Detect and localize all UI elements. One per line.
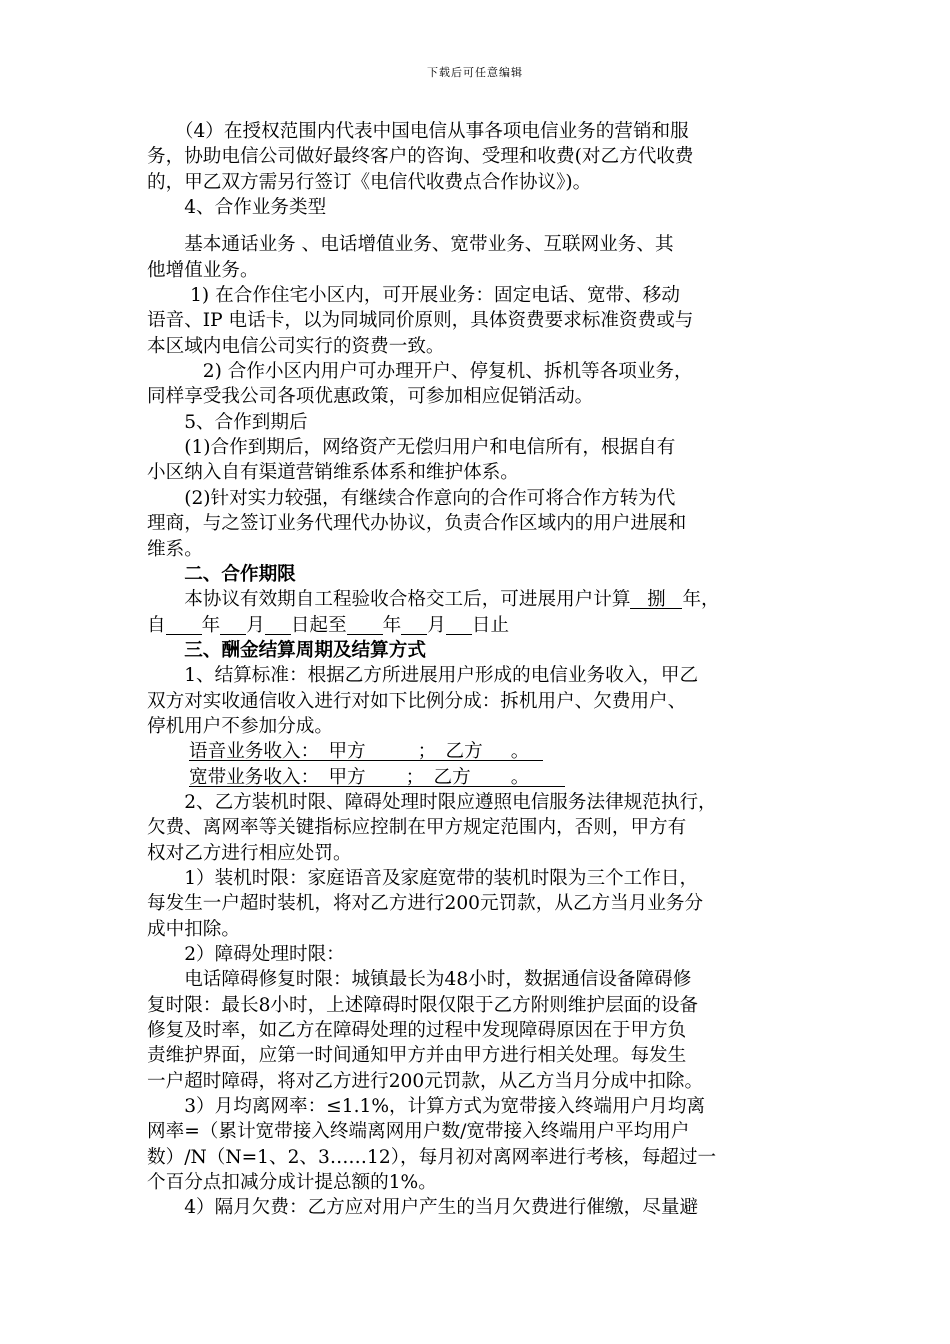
- text-line: 本区域内电信公司实行的资费一致。: [147, 335, 445, 357]
- text-line: 停机用户不参加分成。: [147, 715, 333, 737]
- dates-year: 年: [201, 614, 221, 636]
- dates-day-from: 日起至: [290, 614, 347, 636]
- text-line: 1、结算标准：根据乙方所进展用户形成的电信业务收入，甲乙: [147, 665, 699, 687]
- text-line: 欠费、离网率等关键指标应控制在甲方规定范围内，否则，甲方有: [147, 817, 687, 839]
- text-line: 一户超时障碍，将对乙方进行200元罚款，从乙方当月分成中扣除。: [147, 1070, 704, 1092]
- section-heading-bold: 三、酬金结算周期及结算方式: [147, 639, 426, 661]
- broadband-end: 。: [510, 766, 530, 788]
- text-line: (1)合作到期后，网络资产无偿归用户和电信所有，根据自有: [147, 437, 676, 459]
- voice-label: 语音业务收入： 甲方: [189, 741, 366, 763]
- section-heading: 5、合作到期后: [147, 411, 308, 433]
- text-line: 2、乙方装机时限、障碍处理时限应遵照电信服务法律规范执行，: [147, 791, 717, 813]
- text-line: 4）隔月欠费：乙方应对用户产生的当月欠费进行催缴，尽量避: [147, 1197, 699, 1219]
- blank: [401, 613, 427, 635]
- text-line: 每发生一户超时装机，将对乙方进行200元罚款，从乙方当月业务分: [147, 893, 704, 915]
- period-line: [147, 587, 815, 612]
- text-line: 数）/N（N=1、2、3……12），每月初对离网率进行考核，每超过一: [147, 1146, 717, 1168]
- dates-from: 自: [147, 614, 166, 636]
- broadband-label: 宽带业务收入： 甲方: [189, 766, 366, 788]
- page-header: 下载后可任意编辑: [427, 66, 523, 79]
- text-line: 双方对实收通信收入进行对如下比例分成：拆机用户、欠费用户、: [147, 690, 687, 712]
- voice-sep: ； 乙方: [417, 741, 483, 763]
- text-line: 小区纳入自有渠道营销维系体系和维护体系。: [147, 462, 519, 484]
- dates-month: 月: [246, 614, 265, 636]
- document-body: [147, 119, 815, 1221]
- text-line: 权对乙方进行相应处罚。: [147, 842, 352, 864]
- text-line: 复时限：最长8小时，上述障碍时限仅限于乙方附则维护层面的设备: [147, 994, 699, 1016]
- blank: [220, 613, 246, 635]
- section-heading-bold: 二、合作期限: [147, 563, 296, 585]
- blank: [265, 613, 291, 635]
- voice-revenue: [189, 739, 543, 761]
- period-prefix: 本协议有效期自工程验收合格交工后，可进展用户计算: [147, 589, 631, 611]
- text-line: 务，协助电信公司做好最终客户的咨询、受理和收费(对乙方代收费: [147, 146, 694, 168]
- text-line: 同样享受我公司各项优惠政策，可参加相应促销活动。: [147, 386, 594, 408]
- text-line: 电话障碍修复时限：城镇最长为48小时，数据通信设备障碍修: [147, 969, 692, 991]
- text-line: 基本通话业务 、电话增值业务、宽带业务、互联网业务、其: [147, 234, 674, 256]
- broadband-revenue-line: [147, 765, 815, 790]
- text-line: 网率=（累计宽带接入终端离网用户数/宽带接入终端用户平均用户: [147, 1121, 690, 1143]
- dates-line: [147, 613, 815, 638]
- text-line: 2) 合作小区内用户可办理开户、停复机、拆机等各项业务，: [147, 361, 693, 383]
- broadband-sep: ； 乙方: [405, 766, 471, 788]
- text-line: 3）月均离网率：≤1.1%，计算方式为宽带接入终端用户月均离: [147, 1096, 706, 1118]
- text-line: 修复及时率，如乙方在障碍处理的过程中发现障碍原因在于甲方负: [147, 1020, 687, 1042]
- voice-end: 。: [510, 741, 530, 763]
- text-line: 个百分点扣减分成计提总额的1%。: [147, 1172, 437, 1194]
- text-line: 语音、IP 电话卡，以为同城同价原则，具体资费要求标准资费或与: [147, 310, 694, 332]
- blank: [446, 613, 472, 635]
- text-line: 理商，与之签订业务代理代办协议，负责合作区域内的用户进展和: [147, 513, 687, 535]
- text-line: 的，甲乙双方需另行签订《电信代收费点合作协议》)。: [147, 171, 592, 193]
- text-line: (2)针对实力较强，有继续合作意向的合作可将合作方转为代: [147, 487, 676, 509]
- years-blank: 捌: [630, 587, 682, 609]
- text-line: （4）在授权范围内代表中国电信从事各项电信业务的营销和服: [147, 121, 689, 142]
- blank-line: [147, 220, 815, 232]
- dates-year-2: 年: [382, 614, 402, 636]
- text-line: 维系。: [147, 538, 203, 560]
- section-heading: 4、合作业务类型: [147, 197, 327, 219]
- period-suffix: 年，: [682, 589, 720, 611]
- blank: [347, 613, 383, 635]
- text-line: 他增值业务。: [147, 259, 259, 281]
- text-line: 责维护界面，应第一时间通知甲方并由甲方进行相关处理。每发生: [147, 1045, 687, 1067]
- text-line: 成中扣除。: [147, 918, 240, 940]
- voice-revenue-line: [147, 739, 815, 764]
- blank: [166, 613, 202, 635]
- dates-month-2: 月: [427, 614, 446, 636]
- broadband-revenue: [189, 765, 565, 787]
- dates-day-to: 日止: [471, 614, 510, 636]
- text-line: 2）障碍处理时限：: [147, 944, 345, 965]
- text-line: 1) 在合作住宅小区内，可开展业务：固定电话、宽带、移动: [147, 285, 680, 307]
- text-line: 1）装机时限：家庭语音及家庭宽带的装机时限为三个工作日，: [147, 867, 699, 889]
